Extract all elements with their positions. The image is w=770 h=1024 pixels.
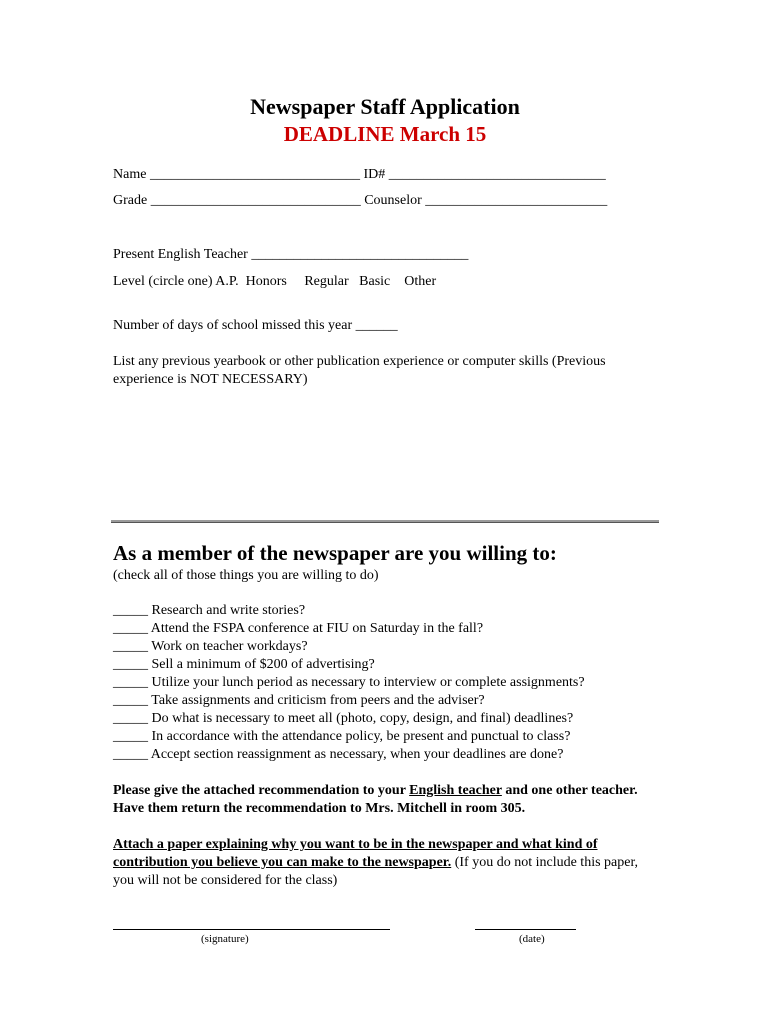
signature-line[interactable]: [113, 929, 390, 930]
experience-answer-area[interactable]: [113, 392, 653, 510]
checklist-item: [113, 656, 585, 674]
attach-paper-emphasis: Attach a paper explaining why you want to be in the newspaper and what kind of contribution you believe you can make to the newspaper.: [113, 837, 598, 870]
check-blank[interactable]: _____: [113, 729, 148, 744]
grade-row: [113, 194, 607, 208]
checklist-item-text: Work on teacher workdays?: [151, 639, 308, 654]
name-field[interactable]: ______________________________: [149, 167, 360, 182]
checklist-item: [113, 638, 585, 656]
teacher-row: [113, 248, 468, 262]
name-row: [113, 168, 606, 182]
attach-paper-instructions: [113, 836, 653, 890]
checklist-item-text: Do what is necessary to meet all (photo, copy, design, and final) deadlines?: [151, 711, 574, 726]
level-label: Level (circle one): [113, 274, 213, 289]
teacher-label: Present English Teacher: [113, 247, 248, 262]
section-divider: [111, 520, 659, 523]
recommendation-text-1: Please give the attached recommendation to your: [113, 783, 410, 798]
checklist-item: [113, 728, 585, 746]
checklist-item: [113, 746, 585, 764]
deadline-text: DEADLINE March 15: [283, 122, 487, 146]
checklist-item: [113, 692, 585, 710]
checklist-item: [113, 602, 585, 620]
date-line[interactable]: [475, 929, 576, 930]
check-blank[interactable]: _____: [113, 693, 148, 708]
checklist-item: [113, 620, 585, 638]
checklist-item-text: Utilize your lunch period as necessary to interview or complete assignments?: [151, 675, 585, 690]
checklist-item-text: Research and write stories?: [151, 603, 306, 618]
level-option-ap[interactable]: A.P.: [215, 274, 239, 289]
check-blank[interactable]: _____: [113, 657, 148, 672]
checklist-item-text: Sell a minimum of $200 of advertising?: [151, 657, 375, 672]
check-blank[interactable]: _____: [113, 603, 148, 618]
id-field[interactable]: _______________________________: [388, 167, 606, 182]
name-label: Name: [113, 167, 147, 182]
checklist-item: [113, 674, 585, 692]
level-option-honors[interactable]: Honors: [245, 274, 287, 289]
teacher-field[interactable]: _______________________________: [251, 247, 469, 262]
page-title: Newspaper Staff Application: [250, 94, 520, 119]
check-blank[interactable]: _____: [113, 621, 148, 636]
level-option-other[interactable]: Other: [404, 274, 437, 289]
id-label: ID#: [363, 167, 386, 182]
willing-heading: As a member of the newspaper are you willing to:: [113, 541, 557, 565]
level-row: [113, 275, 436, 289]
counselor-label: Counselor: [364, 193, 422, 208]
checklist-item-text: In accordance with the attendance policy, be present and punctual to class?: [151, 729, 571, 744]
days-missed-field[interactable]: ______: [355, 318, 398, 333]
check-blank[interactable]: _____: [113, 711, 148, 726]
signature-caption: (signature): [201, 933, 249, 945]
attach-paper-note: (If you do not include this paper, you will not be considered for the class): [113, 855, 639, 888]
willing-checklist: [113, 602, 585, 764]
grade-label: Grade: [113, 193, 148, 208]
grade-field[interactable]: ______________________________: [150, 193, 361, 208]
level-option-regular[interactable]: Regular: [304, 274, 349, 289]
check-blank[interactable]: _____: [113, 747, 148, 762]
checklist-item-text: Attend the FSPA conference at FIU on Saturday in the fall?: [150, 621, 484, 636]
check-blank[interactable]: _____: [113, 639, 148, 654]
checklist-item: [113, 710, 585, 728]
experience-prompt: List any previous yearbook or other publication experience or computer skills (Previous experience is NOT NECESSARY): [113, 354, 606, 387]
checklist-item-text: Take assignments and criticism from peers and the adviser?: [151, 693, 485, 708]
date-caption: (date): [519, 933, 545, 945]
english-teacher-emphasis: English teacher: [409, 783, 502, 798]
level-option-basic[interactable]: Basic: [359, 274, 391, 289]
recommendation-text-2: and one other teacher. Have them return the recommendation to Mrs. Mitchell in room 305.: [113, 783, 638, 816]
days-missed-label: Number of days of school missed this year: [113, 318, 353, 333]
willing-subheading: (check all of those things you are willing to do): [113, 568, 379, 583]
days-missed-row: [113, 319, 398, 333]
counselor-field[interactable]: __________________________: [425, 193, 608, 208]
check-blank[interactable]: _____: [113, 675, 148, 690]
checklist-item-text: Accept section reassignment as necessary, when your deadlines are done?: [150, 747, 564, 762]
recommendation-instructions: [113, 782, 653, 818]
